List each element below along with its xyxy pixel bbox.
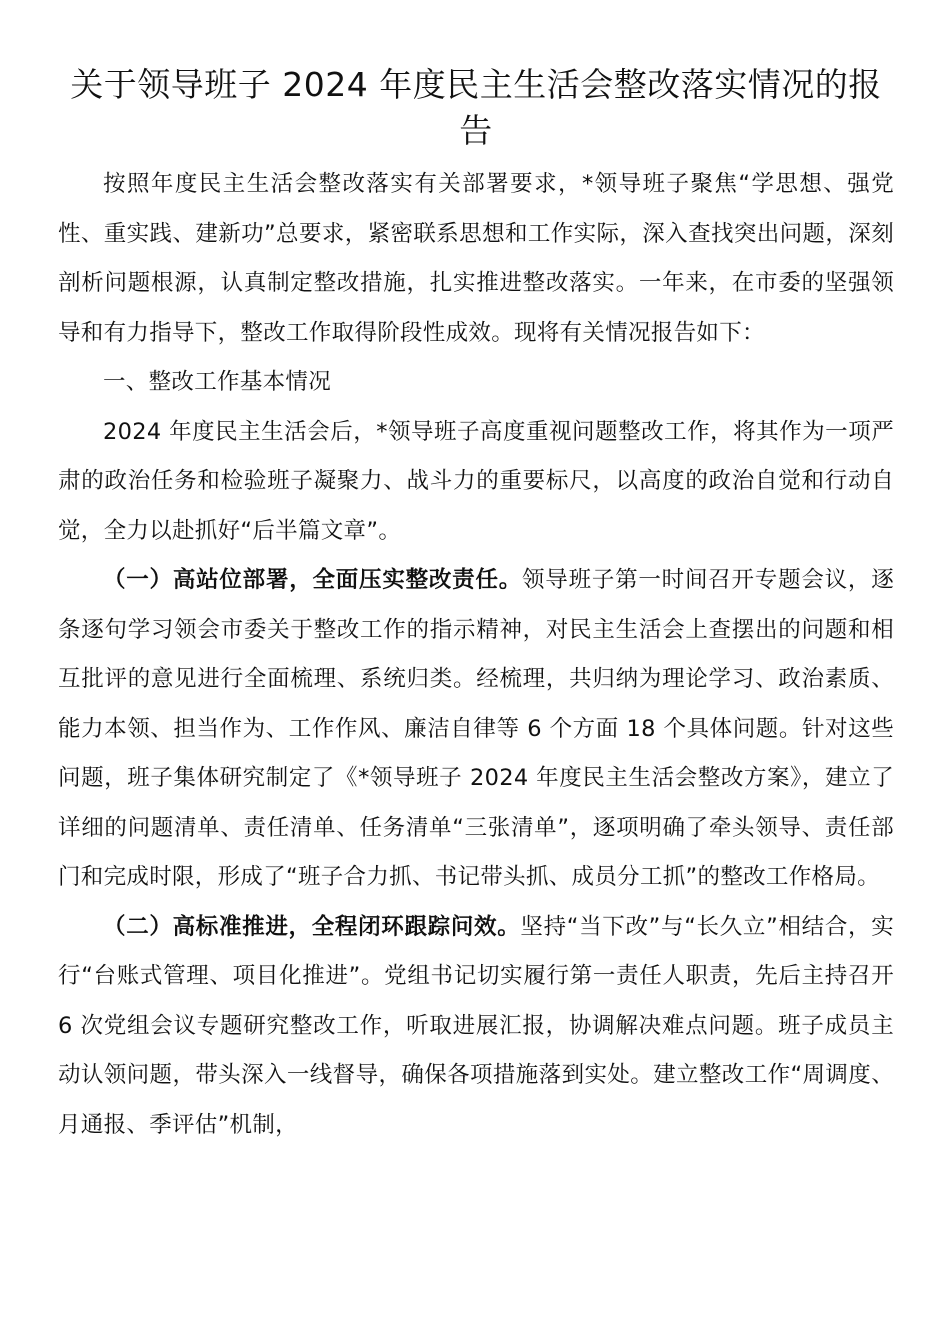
- subsection-paragraph-tracking: [58, 903, 894, 1151]
- subsection-text-tracking: 坚持“当下改”与“长久立”相结合，实行“台账式管理、项目化推进”。党组书记切实履行第一责任人职责，先后主持召开 6 次党组会议专题研究整改工作，听取进展汇报，协调解决难点问题。班子成员主动认领问题，带头深入一线督导，确保各项措施落到实处。建立整改工作“周调度、月通报、季评估”机制，: [58, 913, 895, 1138]
- intro-paragraph: 按照年度民主生活会整改落实有关部署要求，*领导班子聚焦“学思想、强党性、重实践、建新功”总要求，紧密联系思想和工作实际，深入查找突出问题，深刻剖析问题根源，认真制定整改措施，扎实推进整改落实。一年来，在市委的坚强领导和有力指导下，整改工作取得阶段性成效。现将有关情况报告如下：: [58, 171, 894, 346]
- section-paragraph-basic-situation: 2024 年度民主生活会后，*领导班子高度重视问题整改工作，将其作为一项严肃的政治任务和检验班子凝聚力、战斗力的重要标尺，以高度的政治自觉和行动自觉，全力以赴抓好“后半篇文章”。: [58, 418, 894, 544]
- section-heading-basic-situation: 一、整改工作基本情况: [103, 369, 332, 395]
- subsection-heading-deployment: （一）高站位部署，全面压实整改责任。: [103, 567, 523, 593]
- document-page: [58, 62, 894, 1150]
- subsection-text-deployment: 领导班子第一时间召开专题会议，逐条逐句学习领会市委关于整改工作的指示精神，对民主生活会上查摆出的问题和相互批评的意见进行全面梳理、系统归类。经梳理，共归纳为理论学习、政治素质、能力本领、担当作为、工作作风、廉洁自律等 6 个方面 18 个具体问题。针对这些问题，班子集体研究制定了《*领导班子 2024 年度民主生活会整改方案》，建立了详细的问题清单、责任清单、任务清单“三张清单”，逐项明确了牵头领导、责任部门和完成时限，形成了“班子合力抓、书记带头抓、成员分工抓”的整改工作格局。: [58, 567, 894, 890]
- subsection-heading-tracking: （二）高标准推进，全程闭环跟踪问效。: [103, 913, 521, 940]
- document-title: 关于领导班子 2024 年度民主生活会整改落实情况的报告: [70, 65, 882, 150]
- subsection-paragraph-deployment: [58, 556, 894, 903]
